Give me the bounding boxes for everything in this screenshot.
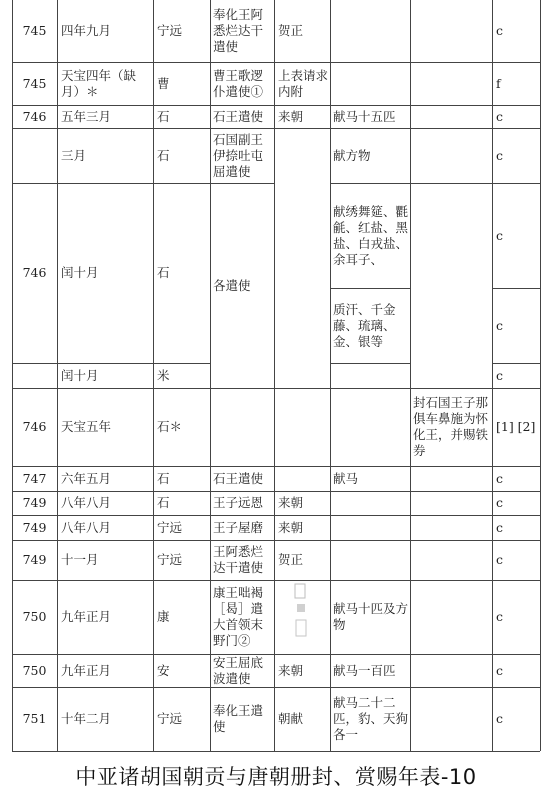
date-cell: 闰十月 (61, 367, 99, 383)
grid-line (492, 363, 540, 364)
envoy-cell: 曹王歌逻仆遣使① (213, 67, 264, 99)
tribute-cell: 质汗、千金藤、琉璃、金、银等 (333, 301, 396, 349)
grant-cell (410, 105, 492, 128)
grid-line (12, 687, 540, 688)
date-cell: 天宝四年（缺月）＊ (61, 67, 137, 99)
year-cell: 746 (22, 265, 47, 280)
grid-line (12, 128, 540, 129)
event-cell: 来朝 (278, 108, 304, 124)
grid-line (330, 363, 410, 364)
year-cell (12, 363, 57, 388)
date-cell: 四年九月 (61, 23, 112, 38)
year-cell: 747 (22, 470, 47, 486)
src-cell: c (496, 519, 504, 535)
grant-cell (410, 580, 492, 654)
tribute-cell: 献方物 (333, 147, 371, 163)
event-cell (274, 466, 330, 491)
country-cell: 宁远 (157, 552, 183, 567)
country-cell: 石＊ (157, 419, 183, 434)
envoy-cell: 王阿悉烂达干遣使 (213, 544, 264, 575)
grant-cell (410, 654, 492, 687)
tribute-cell (330, 491, 410, 515)
grid-line (12, 388, 540, 389)
grid-line (12, 540, 540, 541)
grid-line (12, 0, 13, 751)
tribute-cell: 献马 (333, 470, 359, 486)
tribute-cell (330, 515, 410, 540)
country-cell: 石 (157, 108, 170, 124)
date-cell: 十年二月 (61, 711, 112, 726)
src-cell: c (496, 367, 504, 383)
date-cell: 六年五月 (61, 470, 112, 486)
event-cell: 上表请求内附 (278, 67, 329, 99)
event-cell: 来朝 (278, 495, 304, 510)
grant-cell (410, 466, 492, 491)
src-cell: [1] [2] (496, 419, 536, 434)
grid-line (57, 0, 58, 751)
envoy-cell: 康王咄褐［曷］遣大首领末野门② (213, 585, 264, 648)
year-cell: 745 (22, 75, 47, 91)
country-cell: 石 (157, 470, 170, 486)
tribute-cell (330, 540, 410, 580)
country-cell: 宁远 (157, 23, 183, 38)
tribute-cell (330, 0, 410, 62)
country-cell: 石 (157, 495, 170, 510)
country-cell: 石 (157, 147, 170, 163)
src-cell: c (496, 23, 504, 38)
grid-line (12, 363, 210, 364)
grid-line (12, 515, 540, 516)
grid-line (12, 183, 274, 184)
tribute-cell: 献马二十二匹，豹、天狗各一 (333, 695, 409, 742)
country-cell: 米 (157, 367, 170, 383)
envoy-cell: 王子远恩 (213, 495, 264, 510)
envoy-cell: 石国副王伊捺吐屯屈遣使 (213, 131, 264, 179)
event-cell: 朝献 (278, 711, 304, 726)
grid-line (12, 491, 540, 492)
event-cell: 贺正 (278, 552, 304, 567)
envoy-cell: 石王遣使 (213, 108, 264, 124)
grant-cell (410, 183, 492, 363)
stamp-mark (292, 582, 310, 642)
src-cell: c (496, 470, 504, 486)
year-cell: 751 (22, 711, 47, 726)
country-cell: 安 (157, 662, 170, 678)
src-cell: c (496, 227, 504, 243)
envoy-cell: 石王遣使 (213, 470, 264, 486)
event-cell: 贺正 (278, 23, 304, 38)
date-cell: 三月 (61, 147, 87, 163)
grid-line (12, 105, 540, 106)
grid-line (274, 0, 275, 751)
date-cell: 九年正月 (61, 609, 112, 624)
tribute-cell: 献马十匹及方物 (333, 601, 409, 632)
grid-line (153, 0, 154, 751)
src-cell: c (496, 317, 504, 333)
country-cell: 曹 (157, 75, 170, 91)
table-caption: 中亚诸胡国朝贡与唐朝册封、赏赐年表-10 (75, 765, 477, 789)
year-cell: 749 (22, 519, 47, 535)
grid-line (330, 183, 540, 184)
grid-line (12, 466, 540, 467)
grant-cell (410, 515, 492, 540)
tribute-cell (330, 388, 410, 466)
envoy-cell: 奉化王遣使 (213, 703, 264, 734)
date-cell: 八年八月 (61, 495, 112, 510)
envoy-cell: 安王屈底波遣使 (213, 654, 264, 686)
date-cell: 天宝五年 (61, 419, 112, 434)
grant-cell (410, 128, 492, 183)
src-cell: c (496, 147, 504, 163)
grid-line (210, 0, 211, 751)
date-cell: 九年正月 (61, 662, 112, 678)
grant-cell (410, 0, 492, 62)
src-cell: c (496, 495, 504, 510)
country-cell: 宁远 (157, 711, 183, 726)
envoy-cell (210, 388, 274, 466)
grid-line (492, 0, 493, 751)
event-cell: 来朝 (278, 519, 304, 535)
grid-line (12, 654, 540, 655)
src-cell: c (496, 609, 504, 624)
grant-cell (410, 687, 492, 751)
grid-line (540, 0, 541, 751)
date-cell: 五年三月 (61, 108, 112, 124)
country-cell: 宁远 (157, 519, 183, 535)
country-cell: 康 (157, 609, 170, 624)
tribute-cell (330, 62, 410, 105)
year-cell: 745 (22, 23, 47, 38)
date-cell: 八年八月 (61, 519, 112, 535)
src-cell: f (496, 75, 501, 91)
year-cell: 749 (22, 495, 47, 510)
envoy-cell: 奉化王阿悉烂达干遣使 (213, 7, 264, 54)
grid-line (12, 62, 540, 63)
src-cell: c (496, 662, 504, 678)
year-cell: 750 (22, 609, 47, 624)
grant-cell (410, 62, 492, 105)
grid-line (330, 288, 410, 289)
tribute-cell: 献马一百匹 (333, 662, 396, 678)
tribute-cell: 献绣舞筵、氍毹、红盐、黑盐、白戎盐、余耳子、 (333, 203, 409, 267)
grid-line (330, 0, 331, 751)
date-cell: 十一月 (61, 552, 99, 567)
event-cell (274, 388, 330, 466)
src-cell: c (496, 711, 504, 726)
event-cell: 来朝 (278, 662, 304, 678)
envoy-cell: 各遣使 (213, 277, 251, 293)
event-cell (274, 128, 330, 363)
country-cell: 石 (157, 265, 170, 280)
tribute-cell: 献马十五匹 (333, 108, 396, 124)
year-cell: 746 (22, 419, 47, 434)
year-cell: 749 (22, 552, 47, 567)
grant-cell (410, 491, 492, 515)
grid-line (492, 288, 540, 289)
grid-line (12, 751, 540, 752)
src-cell: c (496, 108, 504, 124)
grant-cell: 封石国王子那俱车鼻施为怀化王，并赐铁券 (413, 395, 489, 458)
grid-line (12, 580, 540, 581)
year-cell (12, 128, 57, 183)
year-cell: 746 (22, 108, 47, 124)
date-cell: 闰十月 (61, 265, 99, 280)
year-cell: 750 (22, 662, 47, 678)
grid-line (410, 0, 411, 751)
grant-cell (410, 540, 492, 580)
src-cell: c (496, 552, 504, 567)
envoy-cell: 王子屋磨 (213, 519, 264, 535)
